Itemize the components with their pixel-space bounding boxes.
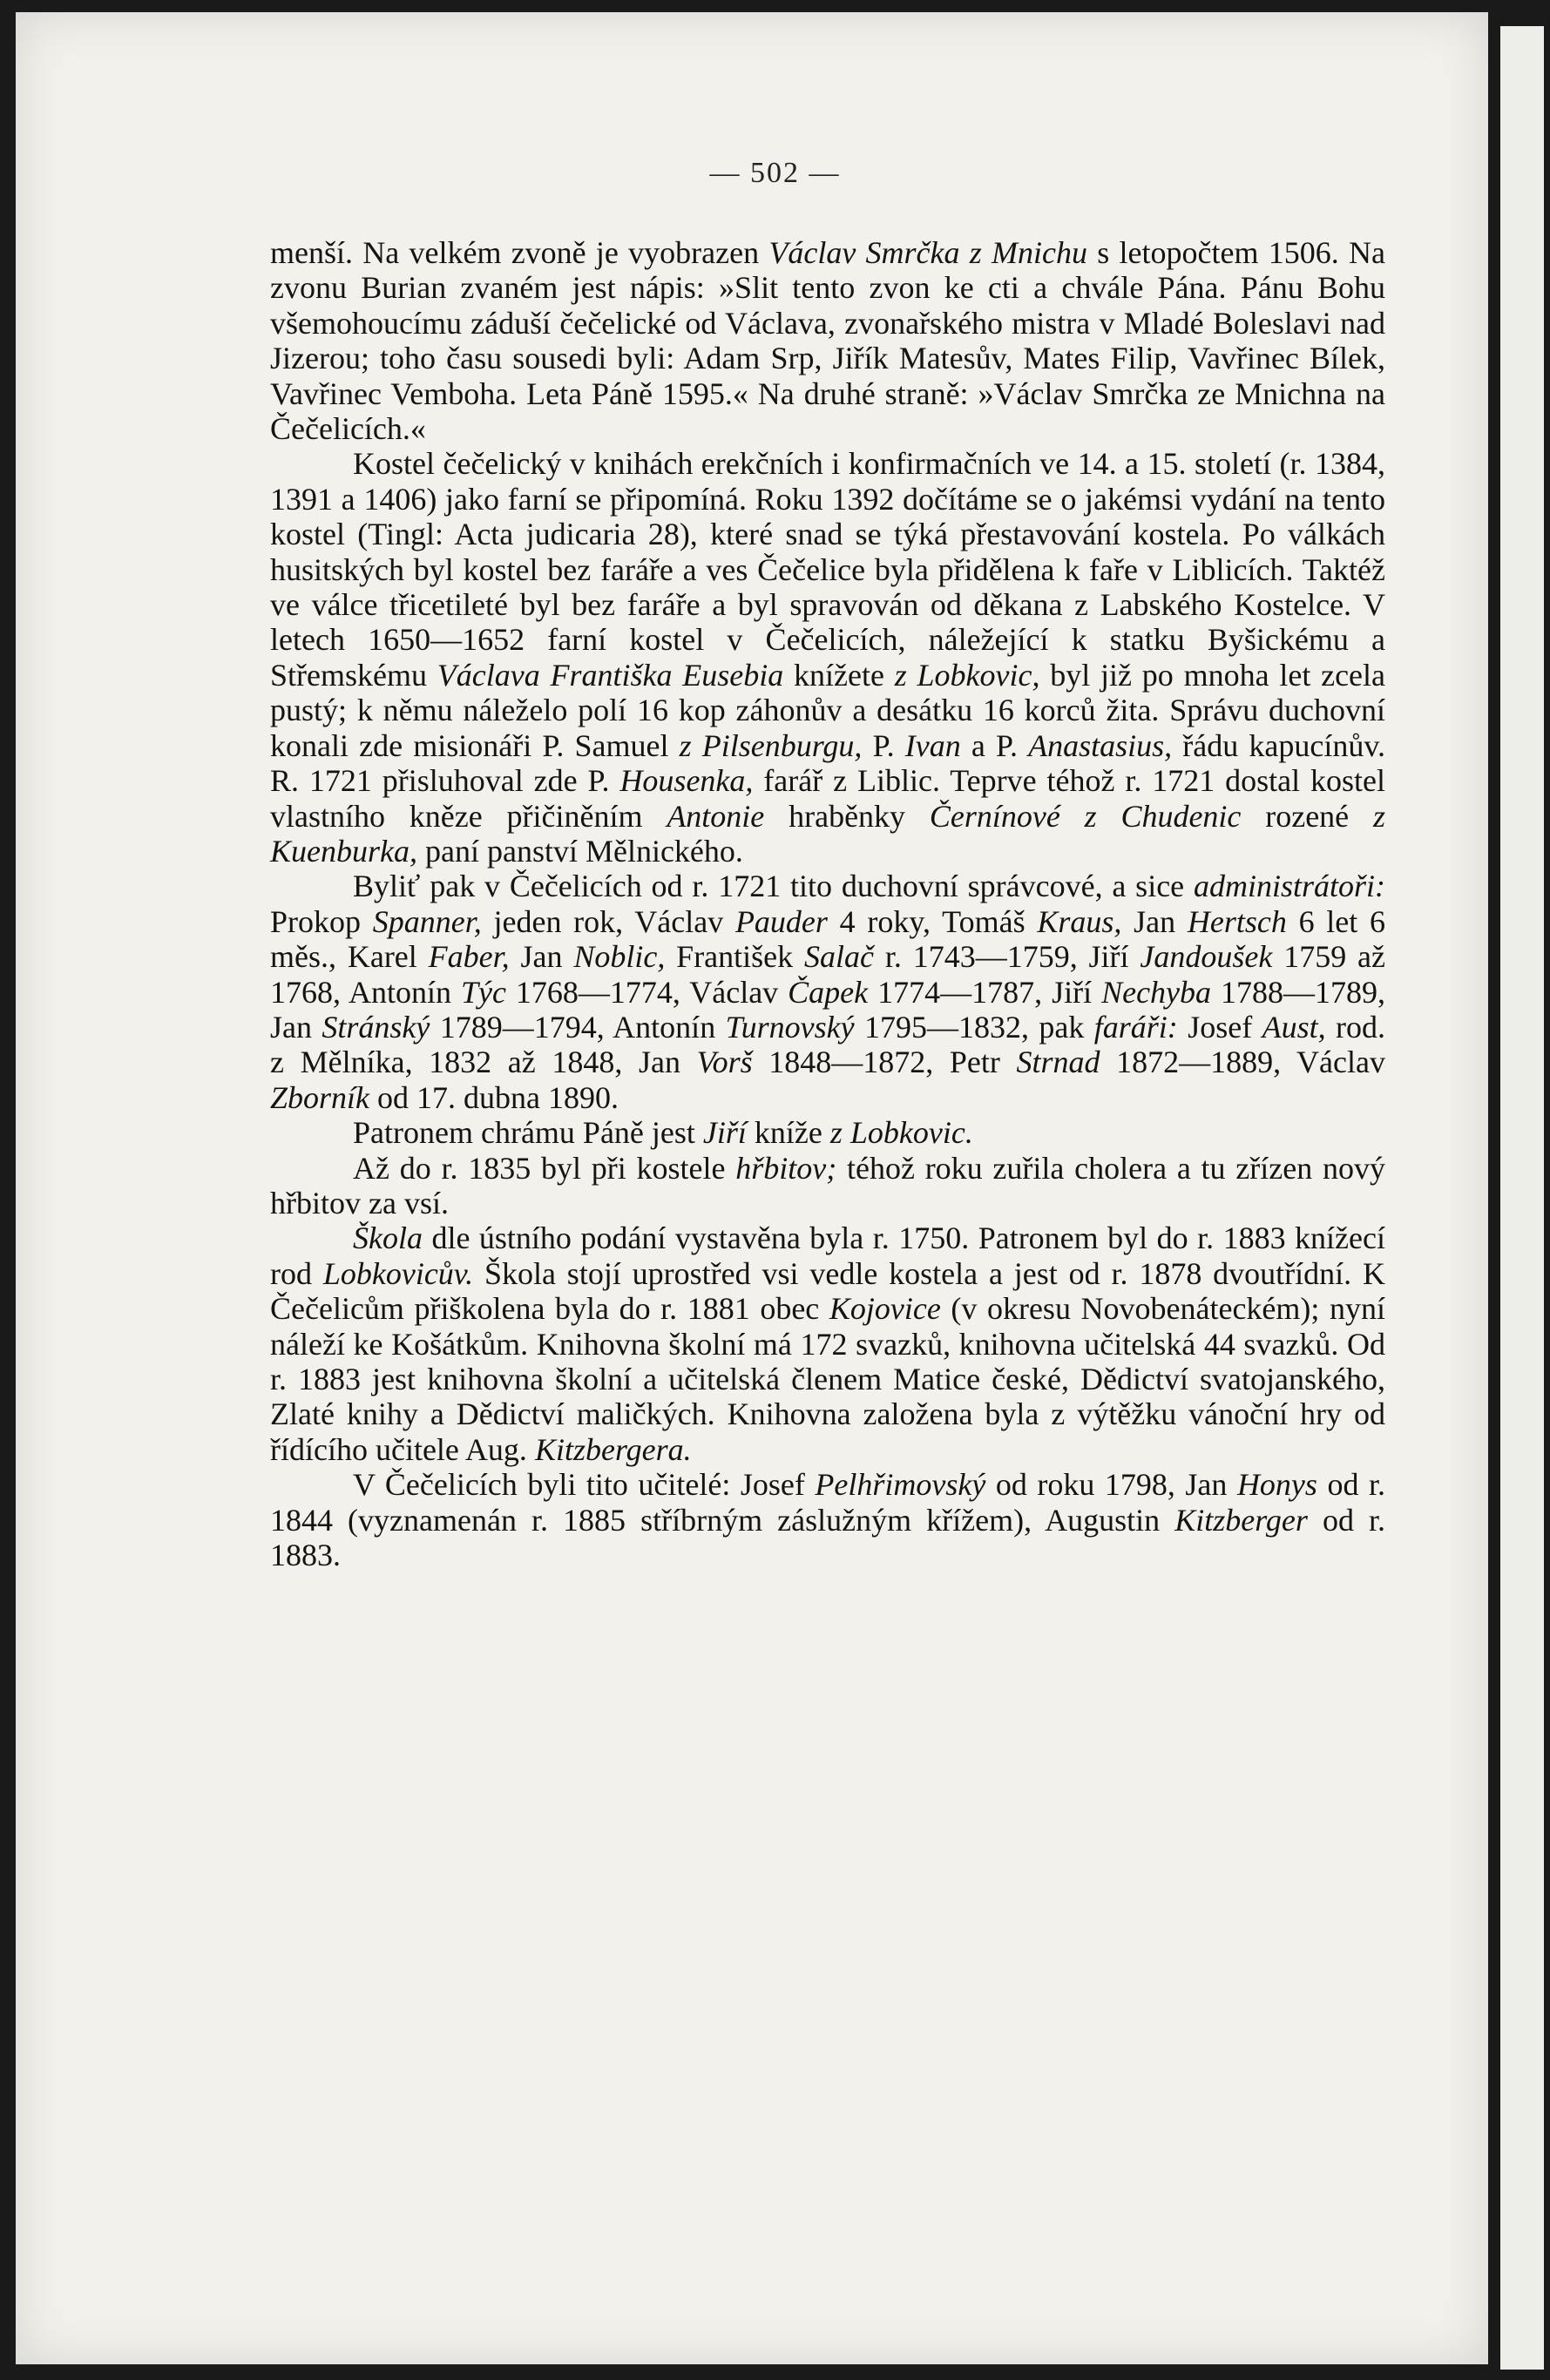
text-run: farář z Liblic. Teprve téhož r. 1721 dostal kostel vlastního kněze přičiněním (270, 763, 1386, 834)
text-run: František (665, 939, 805, 975)
text-run: 1848—1872, Petr (752, 1045, 1017, 1080)
italic-name: Faber, (428, 939, 510, 975)
text-run: Kostel čečelický v knihách erekčních i konfirmačních ve 14. a 15. století (r. 1384, 1391 a 1406) jako farní se připomíná. Roku 1392 dočítáme se o jakémsi vydání na tento kostel (Tingl: Acta judicaria 28), které snad se týká přestavování kostela. Po válkách husitských byl kostel bez faráře a ves Čečelice byla přidělena k faře v Liblicích. Taktéž ve válce třicetileté byl bez faráře a byl spravován od děkana z Labského Kostelce. V letech 1650—1652 farní kostel v Čečelicích, náležející k statku Byšickému a Střemskému (270, 446, 1385, 693)
text-run: kníže (746, 1115, 830, 1151)
text-run: a P. (960, 727, 1029, 763)
italic-name: Jandoušek (1140, 939, 1273, 975)
text-run: Až do r. 1835 byl při kostele (353, 1150, 736, 1186)
text-run: Josef (1177, 1009, 1262, 1045)
page-number: — 502 — (709, 157, 841, 189)
text-run: dle ústního podání vystavěna byla r. 1750. Patronem byl do r. 1883 knížecí rod (270, 1220, 1385, 1291)
italic-name: Honys (1236, 1467, 1317, 1503)
italic-name: z Lobkovic. (829, 1115, 973, 1151)
paragraph (270, 1220, 1385, 1467)
text-run: 6 let 6 měs., Karel (270, 903, 1386, 975)
italic-name: Černínové z Chudenic (929, 798, 1242, 834)
italic-name: Salač (804, 939, 874, 975)
text-run: Patronem chrámu Páně jest (353, 1115, 703, 1151)
text-run: r. 1743—1759, Jiří (874, 939, 1141, 975)
text-run: jeden rok, Václav (481, 903, 735, 939)
text-run: P. (862, 727, 905, 763)
text-run: 1774—1787, Jiří (868, 974, 1102, 1010)
italic-name: Turnovský (725, 1009, 855, 1045)
italic-name: z Pilsenburgu, (679, 727, 863, 763)
text-run: od 17. dubna 1890. (369, 1079, 619, 1115)
italic-name: faráři: (1093, 1009, 1178, 1045)
text-run: knížete (783, 657, 895, 693)
italic-name: Škola (353, 1220, 423, 1256)
paragraph (270, 1115, 1385, 1150)
italic-name: Václava Františka Eusebia (437, 657, 784, 693)
italic-name: Týc (460, 974, 506, 1010)
italic-name: Anastasius, (1028, 727, 1173, 763)
text-run: 1788—1789, Jan (270, 974, 1386, 1045)
text-run: Jan (509, 939, 574, 975)
italic-name: Pelhřimovský (815, 1467, 986, 1503)
body-text (270, 235, 1385, 1572)
text-run: 1759 až 1768, Antonín (270, 939, 1385, 1010)
italic-name: z Kuenburka, (270, 798, 1385, 869)
italic-name: Stránský (322, 1009, 430, 1045)
text-run: Jan (1121, 903, 1188, 939)
text-run: 4 roky, Tomáš (827, 903, 1038, 939)
text-run: menší. Na velkém zvoně je vyobrazen (270, 235, 769, 270)
text-run: Prokop (270, 903, 373, 939)
italic-name: Hertsch (1187, 903, 1287, 939)
paragraph (270, 1467, 1385, 1572)
paragraph (270, 1151, 1385, 1221)
text-run: hraběnky (764, 798, 930, 834)
italic-name: Václav Smrčka z Mnichu (768, 235, 1088, 270)
italic-name: Noblic, (573, 939, 666, 975)
italic-name: Kitzbergera. (534, 1431, 692, 1467)
italic-name: Spanner, (372, 903, 482, 939)
text-run: 1872—1889, Václav (1100, 1045, 1385, 1080)
italic-name: Kraus, (1037, 903, 1122, 939)
text-run: od r. 1844 (vyznamenán r. 1885 stříbrným záslužným křížem), Augustin (270, 1467, 1385, 1538)
italic-name: Kojovice (829, 1291, 941, 1327)
italic-name: administrátoři: (1193, 869, 1385, 904)
italic-name: Zborník (270, 1079, 370, 1115)
text-run: paní panství Mělnického. (416, 833, 743, 869)
text-run: rozené (1241, 798, 1373, 834)
italic-name: Nechyba (1101, 974, 1212, 1010)
italic-name: Housenka, (619, 763, 754, 799)
adjacent-page-edge (1500, 26, 1544, 2370)
italic-name: Pauder (734, 903, 828, 939)
italic-name: Čapek (788, 974, 869, 1010)
text-run: Byliť pak v Čečelicích od r. 1721 tito duchovní správcové, a sice (353, 869, 1194, 904)
italic-name: Lobkovicův. (322, 1255, 474, 1291)
text-run: byl již po mnoha let zcela pustý; k němu náleželo polí 16 kop záhonův a desátku 16 korců žita. Správu duchovní konali zde misionáři P. Samuel (270, 657, 1386, 763)
text-run: od roku 1798, Jan (985, 1467, 1237, 1503)
paragraph (270, 446, 1385, 869)
italic-name: z Lobkovic, (894, 657, 1040, 693)
text-run: (v okresu Novobenáteckém); nyní náleží ke Košátkům. Knihovna školní má 172 svazků, knihovna učitelská 44 svazků. Od r. 1883 jest knihovna školní a učitelská členem Matice české, Dědictví svatojanského, Zlaté knihy a Dědictví maličkých. Knihovna založena byla z výtěžku vánoční hry od řídícího učitele Aug. (270, 1291, 1385, 1467)
italic-name: Aust, (1262, 1009, 1326, 1045)
text-run: řádu kapucínův. R. 1721 přisluhoval zde P. (270, 727, 1386, 799)
text-run: téhož roku zuřila cholera a tu zřízen nový hřbitov za vsí. (270, 1150, 1385, 1220)
paragraph (270, 869, 1385, 1115)
italic-name: Kitzberger (1174, 1502, 1308, 1538)
text-run: Škola stojí uprostřed vsi vedle kostela a jest od r. 1878 dvoutřídní. K Čečelicům přiškolena byla do r. 1881 obec (270, 1255, 1385, 1327)
italic-name: hřbitov; (735, 1150, 837, 1186)
text-run: 1795—1832, pak (854, 1009, 1094, 1045)
paragraph (270, 235, 1385, 446)
text-run: 1768—1774, Václav (505, 974, 789, 1010)
text-run: 1789—1794, Antonín (430, 1009, 726, 1045)
text-run: s letopočtem 1506. Na zvonu Burian zvaném jest nápis: »Slit tento zvon ke cti a chvále Pána. Pánu Bohu všemohoucímu záduší čečelické od Václava, zvonařského mistra v Mladé Boleslavi nad Jizerou; toho času sousedi byli: Adam Srp, Jiřík Matesův, Mates Filip, Vavřinec Bílek, Vavřinec Vemboha. Leta Páně 1595.« Na druhé straně: »Václav Smrčka ze Mnichna na Čečelicích.« (270, 235, 1385, 447)
italic-name: Jiří (702, 1115, 747, 1151)
text-run: V Čečelicích byli tito učitelé: Josef (353, 1467, 816, 1503)
italic-name: Vorš (696, 1045, 753, 1080)
text-run: od r. 1883. (270, 1502, 1385, 1573)
text-run: rod. z Mělníka, 1832 až 1848, Jan (270, 1009, 1385, 1080)
italic-name: Ivan (904, 727, 961, 763)
italic-name: Strnad (1016, 1045, 1100, 1080)
italic-name: Antonie (667, 798, 765, 834)
